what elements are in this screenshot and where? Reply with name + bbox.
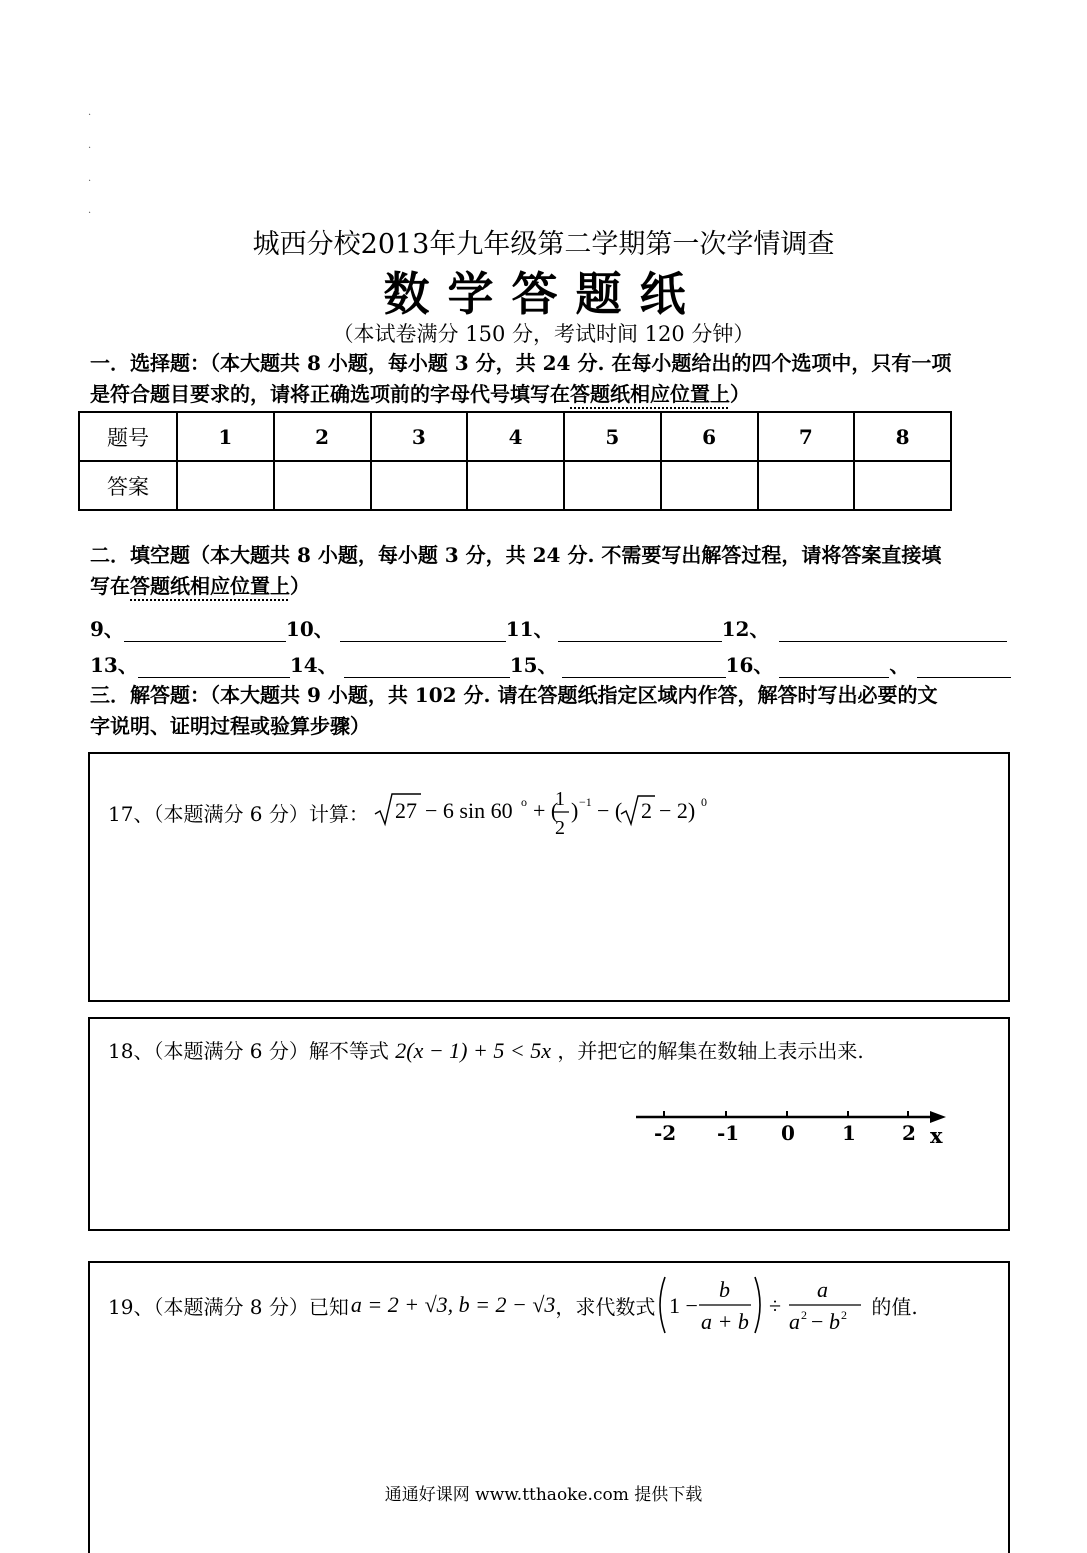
tick-label-1: 1 (842, 1121, 856, 1145)
svg-text:a: a (789, 1309, 801, 1334)
svg-text:− 6 sin 60: − 6 sin 60 (424, 798, 513, 823)
svg-text:1: 1 (554, 788, 565, 810)
blank-label-10: 10、 (285, 617, 334, 641)
exam-title: 城西分校2013年九年级第二学期第一次学情调查 (252, 229, 835, 260)
blank-line-14[interactable] (344, 657, 510, 678)
section3-heading (90, 680, 1005, 742)
question-number-1: 1 (177, 412, 274, 461)
svg-text:− 2): − 2) (658, 798, 696, 823)
section1-heading-close: ） (730, 382, 750, 406)
blank-label-13: 13、 (90, 653, 138, 677)
question-number-7: 7 (758, 412, 855, 461)
question-19-mid: ，求代数式 (555, 1294, 656, 1319)
answer-cell-3[interactable] (371, 461, 468, 510)
blank-label-11: 11、 (505, 617, 554, 641)
question-19 (108, 1273, 918, 1337)
answer-cell-7[interactable] (758, 461, 855, 510)
section1-heading-emphasis: 答题纸相应位置上 (570, 382, 730, 406)
answer-box-19[interactable] (88, 1261, 1010, 1553)
svg-text:27: 27 (394, 798, 417, 823)
blank-line-16b[interactable] (917, 657, 1011, 678)
exam-subtitle: （本试卷满分 150 分，考试时间 120 分钟） (332, 322, 755, 346)
svg-text:+ (: + ( (532, 798, 559, 823)
section2-heading-close: ） (290, 574, 310, 598)
question-number-8: 8 (854, 412, 951, 461)
svg-text:a: a (817, 1277, 829, 1302)
section2-heading-text: 写在 (90, 574, 130, 598)
question-18-label: 18、（本题满分 6 分）解不等式 (108, 1039, 389, 1063)
blank-label-9: 9、 (90, 617, 124, 641)
svg-text:2: 2 (841, 1308, 848, 1322)
table-row-numbers (79, 412, 951, 461)
section1-heading-line2 (90, 379, 1005, 410)
svg-text:− (: − ( (596, 798, 623, 823)
table-row-answers (79, 461, 951, 510)
section2-heading (90, 540, 1005, 602)
blank-separator: 、 (889, 653, 910, 677)
section1-heading (90, 348, 1005, 410)
blank-line-13[interactable] (138, 657, 290, 678)
choice-answer-table (78, 411, 952, 511)
question-19-tail: 的值. (871, 1294, 918, 1319)
question-17-label: 17、（本题满分 6 分）计算： (108, 801, 369, 826)
fill-blank-row-1 (90, 613, 1007, 642)
svg-text:b: b (829, 1309, 841, 1334)
blank-label-14: 14、 (289, 653, 338, 677)
question-number-2: 2 (274, 412, 371, 461)
answer-cell-5[interactable] (564, 461, 661, 510)
question-18-inequality: 2(x − 1) + 5 < 5x (395, 1038, 551, 1063)
svg-text:2: 2 (554, 817, 565, 839)
question-17 (108, 784, 743, 840)
section3-heading-line1: 三．解答题：（本大题共 9 小题，共 102 分. 请在答题纸指定区域内作答，解答时写出必要的文 (90, 683, 938, 707)
section2-heading-line2 (90, 571, 1005, 602)
svg-text:o: o (520, 795, 527, 809)
footer-source: 通通好课网 www.tthaoke.com 提供下载 (384, 1485, 703, 1505)
blank-label-12: 12、 (721, 617, 770, 641)
svg-text:): ) (570, 798, 579, 823)
svg-text:b: b (719, 1277, 731, 1302)
question-18-tail: ，并把它的解集在数轴上表示出来. (557, 1039, 864, 1063)
margin-mark: · (88, 208, 92, 219)
blank-line-9[interactable] (124, 621, 286, 642)
row-label-number: 题号 (79, 412, 177, 461)
question-19-expression (655, 1273, 871, 1337)
svg-text:2: 2 (801, 1308, 808, 1322)
question-number-3: 3 (371, 412, 468, 461)
row-label-answer: 答案 (79, 461, 177, 510)
answer-cell-2[interactable] (274, 461, 371, 510)
svg-text:1 −: 1 − (669, 1293, 699, 1318)
question-number-4: 4 (467, 412, 564, 461)
question-number-6: 6 (661, 412, 758, 461)
svg-text:÷: ÷ (769, 1293, 782, 1318)
number-line-arrow (930, 1111, 946, 1123)
tick-label-minus1: -1 (717, 1121, 740, 1145)
answer-box-17[interactable] (88, 752, 1010, 1002)
section3-heading-line2: 字说明、证明过程或验算步骤） (90, 714, 370, 738)
svg-text:0: 0 (700, 795, 707, 809)
blank-label-15: 15、 (509, 653, 558, 677)
answer-cell-6[interactable] (661, 461, 758, 510)
blank-line-12[interactable] (779, 621, 1007, 642)
fill-blank-row-2 (90, 649, 1011, 678)
blank-line-16a[interactable] (779, 657, 889, 678)
blank-line-10[interactable] (340, 621, 506, 642)
question-17-formula (373, 784, 743, 840)
answer-cell-4[interactable] (467, 461, 564, 510)
question-18 (108, 1035, 864, 1064)
section2-heading-line1: 二．填空题（本大题共 8 小题，每小题 3 分，共 24 分. 不需要写出解答过程，请将答案直接填 (90, 543, 942, 567)
question-number-5: 5 (564, 412, 661, 461)
answer-box-18[interactable] (88, 1017, 1010, 1231)
margin-mark: · (88, 143, 92, 154)
tick-label-0: 0 (781, 1121, 795, 1145)
svg-text:a + b: a + b (701, 1309, 750, 1334)
axis-label-x: x (930, 1123, 943, 1148)
blank-line-11[interactable] (558, 621, 722, 642)
svg-text:−1: −1 (578, 795, 592, 809)
svg-text:−: − (811, 1309, 824, 1334)
blank-line-15[interactable] (562, 657, 726, 678)
margin-mark: · (88, 110, 92, 121)
margin-mark: · (88, 176, 92, 187)
section2-heading-emphasis: 答题纸相应位置上 (130, 574, 290, 598)
section1-heading-line1: 一．选择题：（本大题共 8 小题，每小题 3 分，共 24 分. 在每小题给出的四个选项中，只有一项 (90, 351, 952, 375)
tick-label-2: 2 (902, 1121, 916, 1145)
question-19-given: a = 2 + √3, b = 2 − √3 (350, 1292, 556, 1317)
answer-cell-8[interactable] (854, 461, 951, 510)
question-19-label: 19、（本题满分 8 分）已知 (108, 1294, 349, 1319)
tick-label-minus2: -2 (654, 1121, 677, 1145)
answer-cell-1[interactable] (177, 461, 274, 510)
blank-label-16: 16、 (725, 653, 774, 677)
svg-text:2: 2 (640, 798, 652, 823)
answer-sheet-title: 数学答题纸 (383, 267, 704, 321)
section1-heading-text: 是符合题目要求的，请将正确选项前的字母代号填写在 (90, 382, 570, 406)
